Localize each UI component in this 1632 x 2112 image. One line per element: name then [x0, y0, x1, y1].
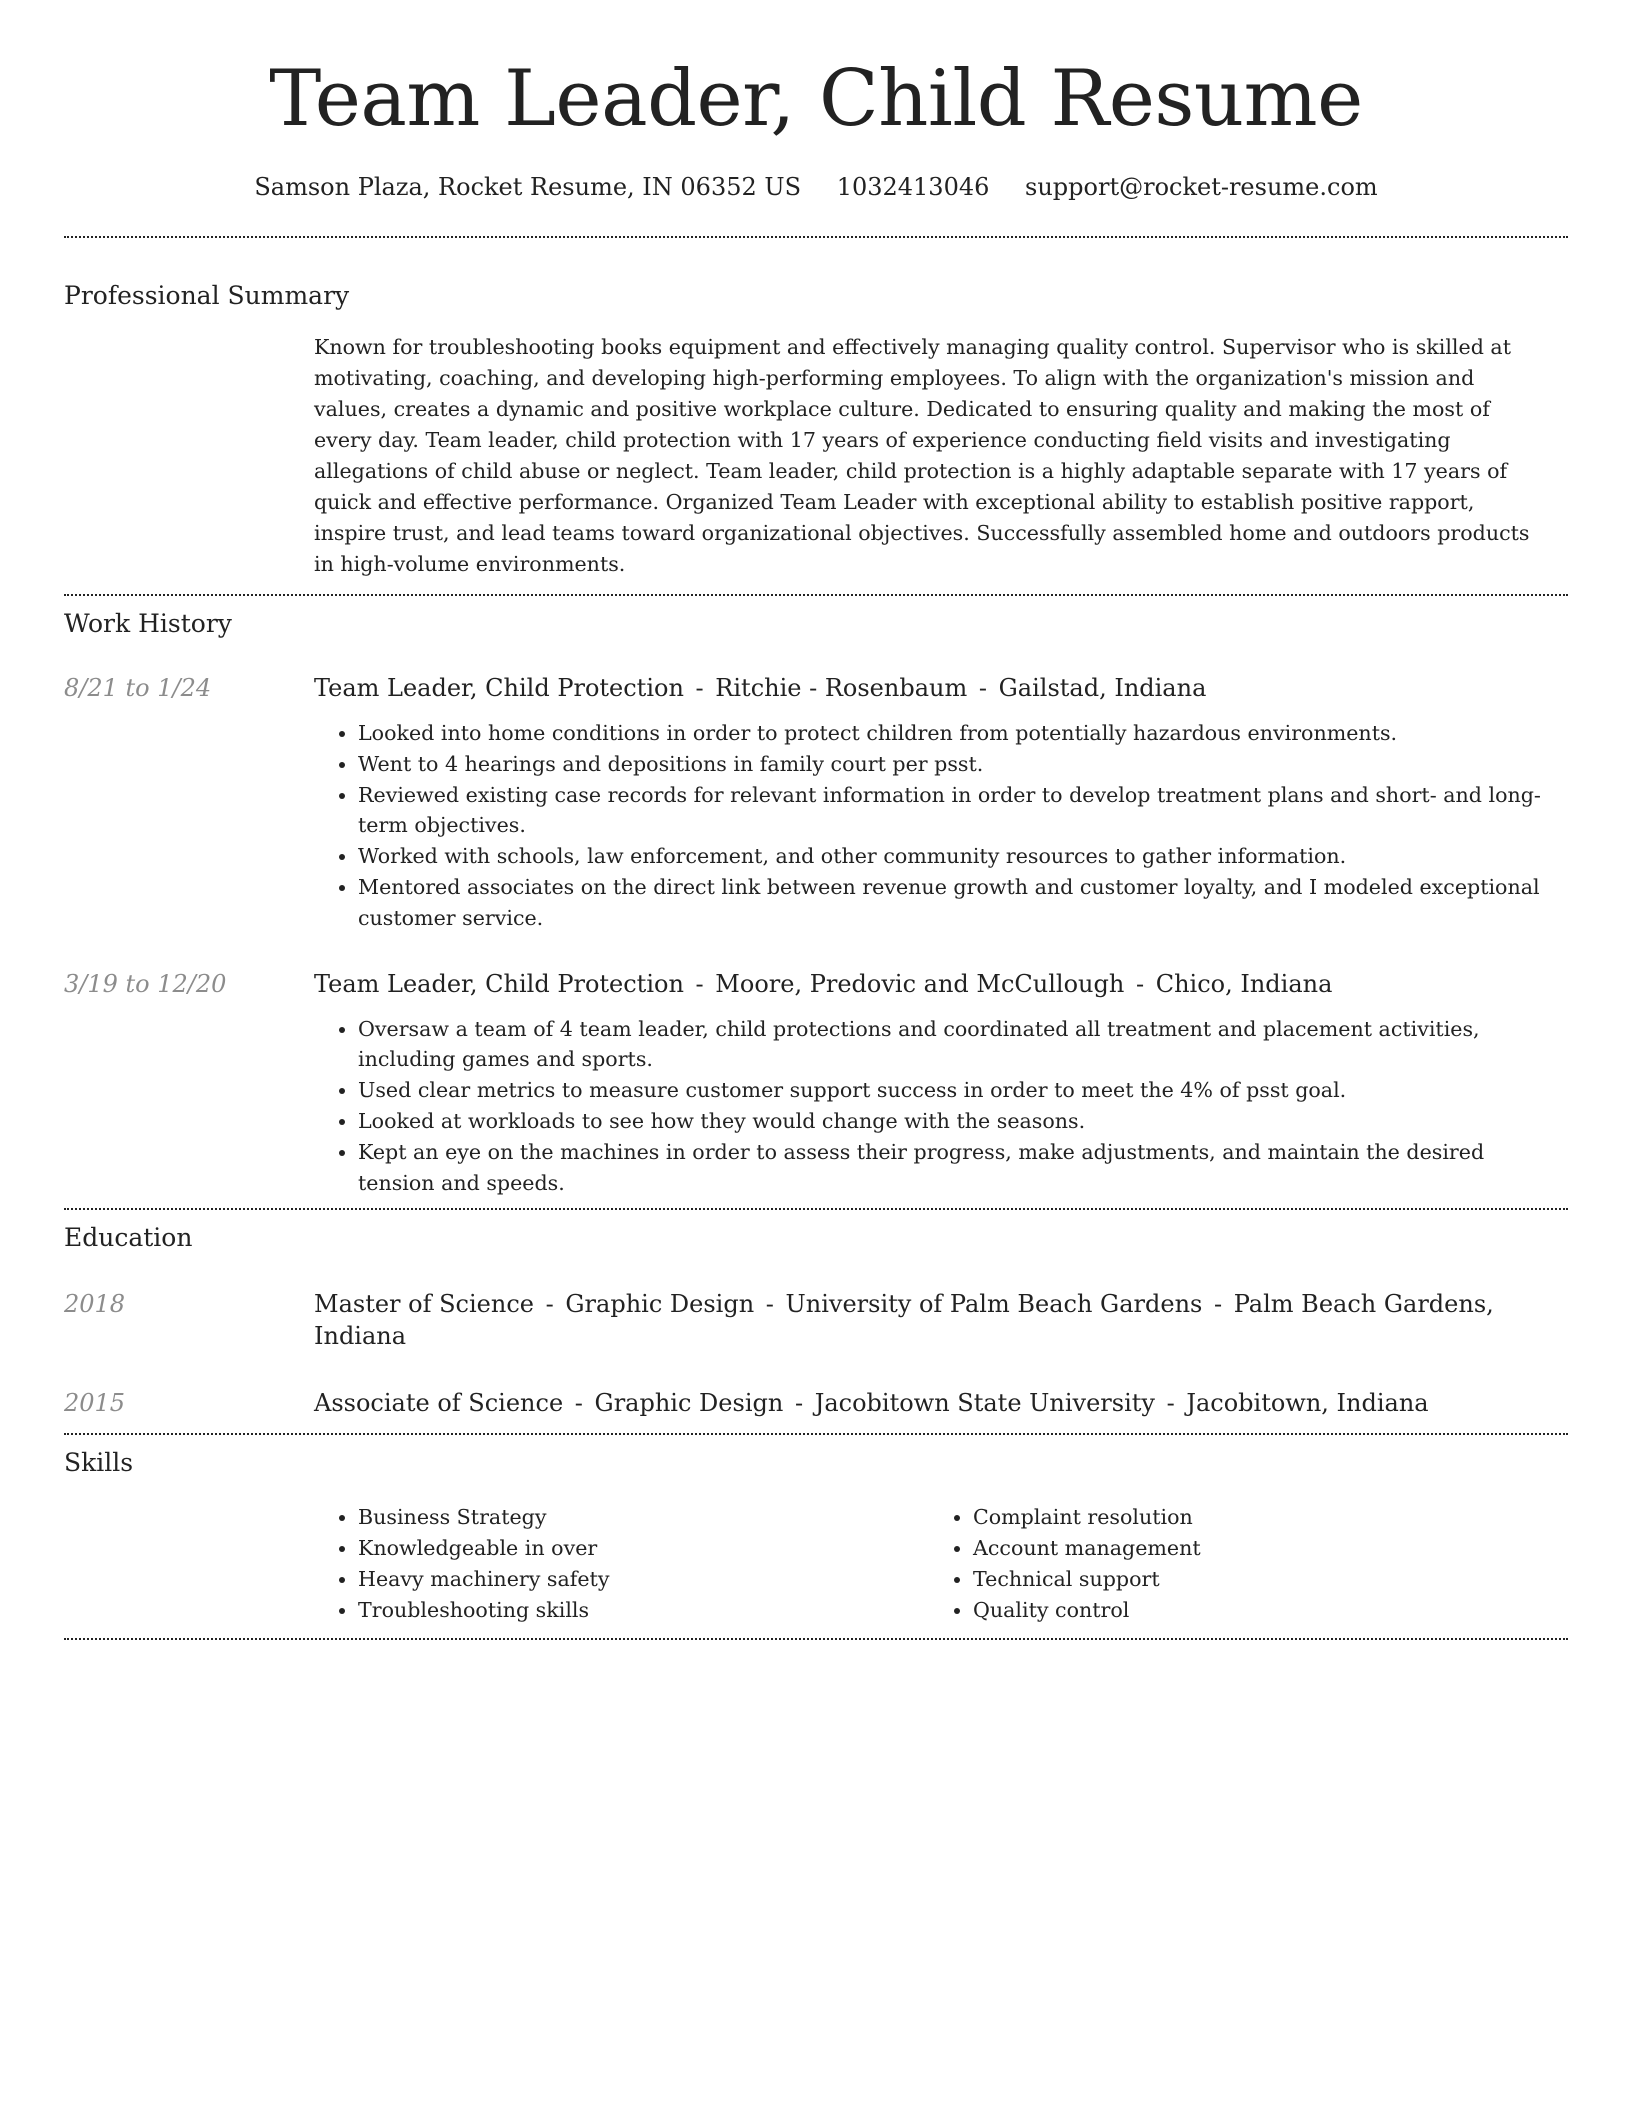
job-bullets-row — [64, 704, 1568, 934]
job-bullet: • Worked with schools, law enforcement, and other community resources to gather information. — [358, 841, 1568, 872]
job-bullets-col — [314, 1000, 1568, 1199]
job-bullet: • Kept an eye on the machines in order to assess their progress, make adjustments, and maintain the desired tension and speeds. — [358, 1137, 1568, 1199]
job-position: Team Leader, Child Protection — [314, 674, 684, 702]
education-degree: Master of Science — [314, 1290, 534, 1319]
job-bullet: • Looked at workloads to see how they would change with the seasons. — [358, 1106, 1568, 1137]
skill-item: • Business Strategy — [358, 1502, 929, 1533]
job-bullets-spacer — [64, 1000, 314, 1199]
education-location: Jacobitown, Indiana — [1186, 1389, 1429, 1418]
title-separator: - — [1135, 969, 1145, 998]
job-entry — [64, 672, 1568, 934]
summary-heading: Professional Summary — [64, 281, 350, 310]
skill-item: • Heavy machinery safety — [358, 1564, 929, 1595]
job-header-row — [64, 672, 1568, 704]
job-location: Chico, Indiana — [1155, 969, 1333, 998]
job-bullet: • Mentored associates on the direct link between revenue growth and customer loyalty, and I modeled exceptional customer service. — [358, 872, 1568, 934]
job-dates: 8/21 to 1/24 — [64, 674, 212, 702]
job-bullet: • Used clear metrics to measure customer support success in order to meet the 4% of psst goal. — [358, 1075, 1568, 1106]
skills-spacer — [64, 1479, 314, 1626]
work-history-section — [64, 596, 1568, 1208]
skills-list-right — [929, 1502, 1544, 1626]
skill-item: • Quality control — [973, 1595, 1544, 1626]
contact-address: Samson Plaza, Rocket Resume, IN 06352 US — [254, 173, 802, 201]
education-line — [314, 1387, 1568, 1419]
education-heading: Education — [64, 1223, 193, 1253]
summary-text: Known for troubleshooting books equipment and effectively managing quality control. Supervisor who is skilled at motivating, coaching, and developing high-performing employees. To align with the organization's mission and values, creates a dynamic and positive workplace culture. Dedicated to ensuring quality and making the most of every day. Team leader, child protection with 17 years of experience conducting field visits and investigating allegations of child abuse or neglect. Team leader, child protection is a highly adaptable separate with 17 years of quick and effective performance. Organized Team Leader with exceptional ability to establish positive rapport, inspire trust, and lead teams toward organizational objectives. Successfully assembled home and outdoors products in high-volume environments. — [314, 335, 1530, 576]
education-year: 2015 — [64, 1389, 126, 1418]
summary-row — [64, 312, 1568, 580]
education-entry — [64, 1387, 1568, 1419]
education-field: Graphic Design — [594, 1389, 784, 1418]
skills-row — [64, 1479, 1568, 1626]
skills-list-left — [314, 1502, 929, 1626]
job-bullet: • Went to 4 hearings and depositions in family court per psst. — [358, 749, 1568, 780]
skill-item: • Knowledgeable in over — [358, 1533, 929, 1564]
job-bullet-list — [314, 1014, 1568, 1199]
title-separator: - — [1166, 1389, 1175, 1418]
job-bullets-row — [64, 1000, 1568, 1199]
education-field: Graphic Design — [565, 1290, 755, 1319]
education-year: 2018 — [64, 1290, 126, 1319]
title-separator: - — [695, 674, 704, 702]
skills-heading: Skills — [64, 1448, 134, 1478]
candidate-name: Team Leader, Child Resume — [269, 54, 1363, 144]
education-location: Palm Beach Gardens, Indiana — [314, 1290, 1494, 1351]
title-separator: - — [765, 1290, 774, 1319]
contact-line — [64, 170, 1568, 204]
job-dates: 3/19 to 12/20 — [64, 969, 227, 998]
job-location: Gailstad, Indiana — [998, 674, 1207, 702]
title-separator: - — [978, 674, 987, 702]
resume-header — [64, 0, 1568, 204]
education-school: Jacobitown State University — [814, 1389, 1155, 1418]
section-divider — [64, 1638, 1568, 1640]
summary-spacer — [64, 312, 314, 580]
job-entry — [64, 968, 1568, 1199]
skills-section — [64, 1435, 1568, 1638]
skill-item: • Account management — [973, 1533, 1544, 1564]
job-bullets-spacer — [64, 704, 314, 934]
title-separator: - — [695, 969, 704, 998]
contact-phone: 1032413046 — [836, 173, 990, 201]
skill-item: • Complaint resolution — [973, 1502, 1544, 1533]
job-title-line — [314, 672, 1568, 704]
skills-columns — [314, 1502, 1568, 1626]
contact-email: support@rocket-resume.com — [1025, 173, 1378, 201]
job-bullet-list — [314, 718, 1568, 934]
job-company: Moore, Predovic and McCullough — [715, 969, 1125, 998]
title-separator: - — [574, 1389, 583, 1418]
title-separator: - — [794, 1389, 804, 1418]
skill-item: • Troubleshooting skills — [358, 1595, 929, 1626]
job-bullets-col — [314, 704, 1568, 934]
job-header-row — [64, 968, 1568, 1000]
summary-body — [314, 312, 1568, 580]
work-history-heading: Work History — [64, 609, 232, 638]
job-position: Team Leader, Child Protection — [314, 969, 684, 998]
job-title-line — [314, 968, 1568, 1000]
education-section — [64, 1210, 1568, 1433]
job-company: Ritchie - Rosenbaum — [715, 674, 968, 702]
job-bullet: • Oversaw a team of 4 team leader, child protections and coordinated all treatment and placement activities, including games and sports. — [358, 1014, 1568, 1076]
title-separator: - — [1213, 1290, 1223, 1319]
education-degree: Associate of Science — [314, 1389, 564, 1418]
education-entry — [64, 1288, 1568, 1352]
skill-item: • Technical support — [973, 1564, 1544, 1595]
summary-section — [64, 238, 1568, 594]
education-school: University of Palm Beach Gardens — [785, 1290, 1203, 1319]
job-bullet: • Reviewed existing case records for relevant information in order to develop treatment plans and short- and long-term objectives. — [358, 780, 1568, 842]
education-line — [314, 1288, 1568, 1352]
title-separator: - — [545, 1290, 554, 1319]
job-bullet: • Looked into home conditions in order to protect children from potentially hazardous environments. — [358, 718, 1568, 749]
